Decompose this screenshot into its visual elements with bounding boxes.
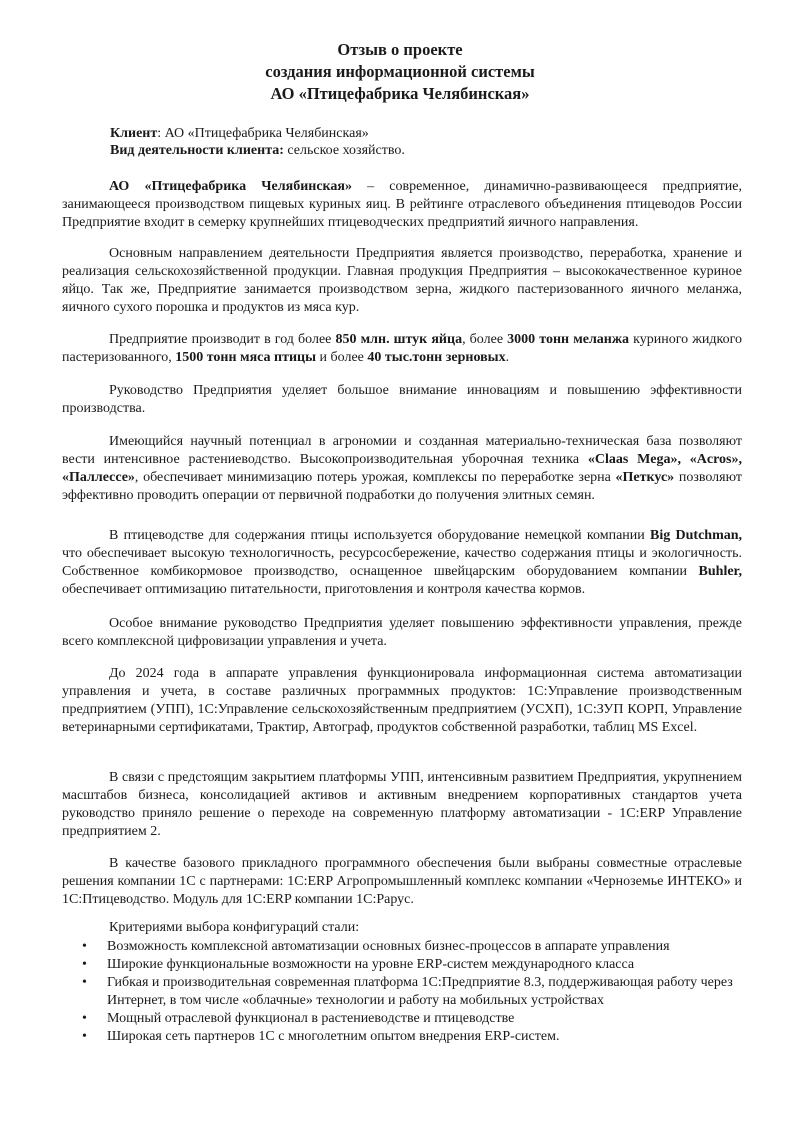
text-span: . (505, 350, 510, 365)
document-title (0, 39, 800, 105)
text-span: , обеспечивает минимизацию потерь урожая, комплексы по переработке зерна (134, 470, 616, 485)
bullet-icon: • (82, 1011, 87, 1026)
criteria-heading: Критериями выбора конфигураций стали: (109, 920, 360, 935)
bold-buhler: Buhler, (698, 564, 742, 579)
list-item (62, 1010, 742, 1028)
text-span: , более (462, 332, 508, 347)
text-span: Имеющийся научный потенциал в агрономии и созданная материально-техническая база позволяют вести интенсивное растениеводство. Высокопроизводительная уборочная техника (62, 434, 742, 467)
title-line-3: АО «Птицефабрика Челябинская» (270, 84, 530, 103)
bold-meat-volume: 1500 тонн мяса птицы (175, 350, 317, 365)
paragraph-agronomy (62, 433, 742, 505)
text-span: Руководство Предприятия уделяет большое внимание инновациям и повышению эффективности производства. (62, 383, 742, 416)
activity-label: Вид деятельности клиента: (110, 143, 284, 158)
text-span: обеспечивает оптимизацию питательности, приготовления и контроля качества кормов. (62, 582, 586, 597)
text-span: До 2024 года в аппарате управления функционировала информационная система автоматизации управления и учета, в составе различных программных продуктов: 1С:Управление производственным предприятием (УПП), 1С:Управление сельскохозяйственным предприятием (УСХП), 1С:ЗУП КОРП, Управление ветеринарными сертификатами, Трактир, Автограф, продуктов собственной разработки, таблиц MS Excel. (62, 666, 742, 735)
paragraph-innovation (62, 382, 742, 418)
bold-grain-volume: 40 тыс.тонн зерновых (367, 350, 506, 365)
list-item (62, 938, 742, 956)
client-line (110, 125, 405, 142)
text-span: В качестве базового прикладного программного обеспечения были выбраны совместные отраслевые решения компании 1С с партнерами: 1С:ERP Агропромышленный комплекс компании «Черноземье ИНТЕКО» и 1С:Птицеводство. Модуль для 1С:ERP компании 1С:Рарус. (62, 856, 742, 907)
text-span: В птицеводстве для содержания птицы используется оборудование немецкой компании (109, 528, 651, 543)
bullet-icon: • (82, 957, 87, 972)
title-line-2: создания информационной системы (265, 62, 535, 81)
bold-petkus: «Петкус» (615, 470, 675, 485)
activity-value: сельское хозяйство. (283, 143, 405, 158)
text-span: и более (316, 350, 368, 365)
bold-harvest-equipment: «Claas Mega», «Acros», «Паллессе» (62, 452, 743, 485)
paragraph-legacy-systems (62, 665, 742, 737)
bold-melange-volume: 3000 тонн меланжа (507, 332, 630, 347)
list-item-text: Широкие функциональные возможности на уровне ERP-систем международного класса (107, 957, 635, 972)
text-span: Основным направлением деятельности Предприятия является производство, переработка, хранение и реализация сельскохозяйственной продукции. Главная продукция Предприятия – высококачественное куриное яйцо. Так же, Предприятие занимается производством зерна, жидкого пастеризованного яичного меланжа, яичного сухого порошка и продуктов из мяса кур. (62, 246, 742, 315)
list-item-text: Мощный отраслевой функционал в растениеводстве и птицеводстве (107, 1011, 515, 1026)
bold-eggs-volume: 850 млн. штук яйца (335, 332, 463, 347)
paragraph-selected-solutions (62, 855, 742, 909)
text-span: что обеспечивает высокую технологичность, ресурсосбережение, качество содержания птицы и экологичность. Собственное комбикормовое производство, оснащенное швейцарским оборудованием компании (62, 546, 742, 579)
list-item (62, 974, 742, 1010)
bullet-icon: • (82, 975, 87, 990)
list-item-text: Широкая сеть партнеров 1С с многолетним опытом внедрения ERP-систем. (107, 1029, 560, 1044)
list-item-text: Гибкая и производительная современная платформа 1С:Предприятие 8.3, поддерживающая работу через Интернет, в том числе «облачные» технологии и работу на мобильных устройствах (107, 975, 733, 1008)
paragraph-company-intro (62, 178, 742, 232)
bullet-icon: • (82, 939, 87, 954)
list-item (62, 956, 742, 974)
client-label: Клиент (110, 126, 158, 141)
list-item-text: Возможность комплексной автоматизации основных бизнес-процессов в аппарате управления (107, 939, 670, 954)
text-span: – современное, динамично-развивающееся предприятие, занимающееся производством пищевых куриных яиц. В рейтинге отраслевого объединения птицеводов России Предприятие входит в семерку крупнейших птицеводческих предприятий яичного направления. (62, 179, 742, 230)
paragraph-erp-decision (62, 769, 742, 841)
criteria-list (62, 938, 742, 1046)
title-line-1: Отзыв о проекте (337, 40, 463, 59)
bold-company-name: АО «Птицефабрика Челябинская» (109, 179, 352, 194)
bullet-icon: • (82, 1029, 87, 1044)
paragraph-main-activity (62, 245, 742, 317)
paragraph-production-volumes (62, 331, 742, 367)
activity-line (110, 142, 405, 159)
text-span: В связи с предстоящим закрытием платформы УПП, интенсивным развитием Предприятия, укрупнением масштабов бизнеса, консолидацией активов и активным внедрением корпоративных стандартов учета руководство приняло решение о переходе на современную платформу автоматизации - 1С:ERP Управление предприятием 2. (62, 770, 742, 839)
bold-big-dutchman: Big Dutchman, (650, 528, 743, 543)
text-span: Особое внимание руководство Предприятия уделяет повышению эффективности управления, прежде всего комплексной цифровизации управления и учета. (62, 616, 742, 649)
list-item (62, 1028, 742, 1046)
client-value: : АО «Птицефабрика Челябинская» (157, 126, 369, 141)
paragraph-poultry-equipment (62, 527, 742, 599)
text-span: куриного жидкого пастеризованного, (62, 332, 743, 365)
client-info (110, 125, 405, 159)
text-span: позволяют эффективно проводить операции от первичной подработки до получения элитных семян. (62, 470, 742, 503)
text-span: Предприятие производит в год более (109, 332, 336, 347)
paragraph-digitalization (62, 615, 742, 651)
